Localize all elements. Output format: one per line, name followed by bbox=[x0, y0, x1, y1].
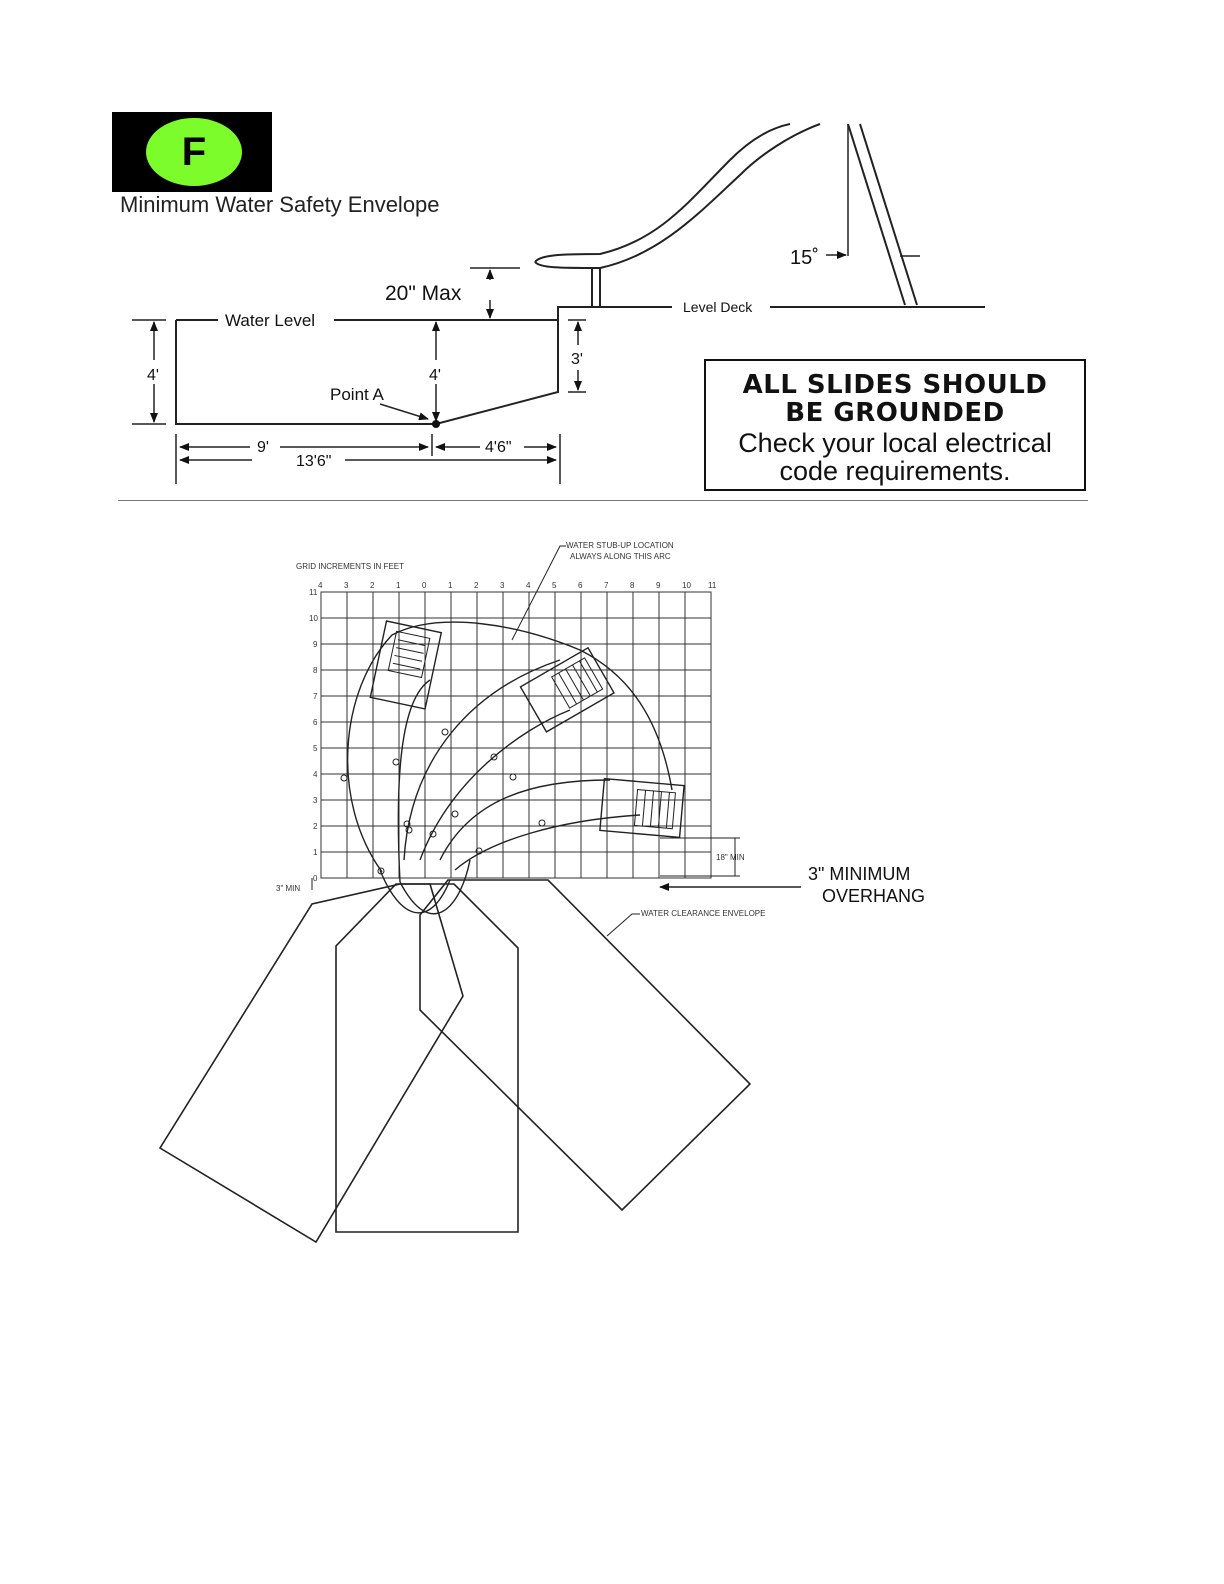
envelope-right bbox=[420, 880, 750, 1210]
envelope-left bbox=[160, 884, 463, 1242]
grid-left-tick: 9 bbox=[313, 640, 318, 649]
min-3-label: 3" MIN bbox=[276, 884, 301, 893]
plan-drawing bbox=[160, 546, 801, 1242]
grid-left-tick: 7 bbox=[313, 692, 318, 701]
grid-top-tick: 5 bbox=[552, 581, 557, 590]
dim-4-6-label: 4'6" bbox=[485, 439, 512, 456]
level-deck-label: Level Deck bbox=[683, 299, 753, 315]
dim-13-6-label: 13'6" bbox=[296, 453, 332, 470]
slide-chute-bottom bbox=[535, 124, 820, 268]
grid-left-tick: 6 bbox=[313, 718, 318, 727]
grid-left-tick: 3 bbox=[313, 796, 318, 805]
grid-top-tick: 10 bbox=[682, 581, 691, 590]
grid-top-tick: 1 bbox=[448, 581, 453, 590]
curve-5 bbox=[455, 815, 640, 870]
grid-top-tick: 6 bbox=[578, 581, 583, 590]
section-letter: F bbox=[146, 118, 242, 186]
warning-line-3: Check your local electrical bbox=[738, 428, 1052, 458]
depth-right-label: 3' bbox=[571, 351, 583, 368]
point-a-marker bbox=[432, 420, 440, 428]
stub-label-line2: ALWAYS ALONG THIS ARC bbox=[570, 552, 671, 561]
grid-top-tick: 11 bbox=[708, 581, 717, 590]
grid-top-tick: 3 bbox=[344, 581, 349, 590]
ladder-rail-1 bbox=[848, 124, 905, 305]
grid-top-tick: 7 bbox=[604, 581, 609, 590]
angle-label: 15˚ bbox=[790, 247, 819, 269]
grid-left-tick: 1 bbox=[313, 848, 318, 857]
grid-left-tick: 11 bbox=[309, 588, 318, 597]
stub-label-line1: WATER STUB-UP LOCATION bbox=[566, 541, 674, 550]
grid-top-tick: 0 bbox=[422, 581, 427, 590]
warning-line-4: code requirements. bbox=[779, 456, 1011, 486]
grid-left-tick: 0 bbox=[313, 874, 318, 883]
grid-top-tick: 3 bbox=[500, 581, 505, 590]
envelope-center bbox=[336, 884, 518, 1232]
curve-4 bbox=[440, 780, 610, 860]
page-title: Minimum Water Safety Envelope bbox=[120, 192, 440, 217]
grid-top-tick: 2 bbox=[370, 581, 375, 590]
overhang-label-line1: 3" MINIMUM bbox=[808, 864, 911, 884]
dim-9-label: 9' bbox=[257, 439, 269, 456]
grid-top-tick: 2 bbox=[474, 581, 479, 590]
min-18-label: 18" MIN bbox=[716, 853, 745, 862]
section-divider bbox=[118, 500, 1088, 501]
grid-title: GRID INCREMENTS IN FEET bbox=[296, 562, 405, 571]
grid-left-tick: 10 bbox=[309, 614, 318, 623]
overhang-label-line2: OVERHANG bbox=[822, 886, 926, 906]
slide-platform-2 bbox=[520, 648, 614, 732]
grid-top-tick: 4 bbox=[526, 581, 531, 590]
point-a-label: Point A bbox=[330, 385, 384, 404]
curve-2 bbox=[404, 660, 560, 860]
water-level-label: Water Level bbox=[225, 311, 316, 330]
grid-left-tick: 2 bbox=[313, 822, 318, 831]
max-label: 20" Max bbox=[385, 282, 462, 305]
ladder-rail-2 bbox=[860, 124, 917, 305]
grid-top-tick: 8 bbox=[630, 581, 635, 590]
grid-left-tick: 8 bbox=[313, 666, 318, 675]
grid-top-tick: 1 bbox=[396, 581, 401, 590]
grid-top-tick: 9 bbox=[656, 581, 661, 590]
grid-left-tick: 4 bbox=[313, 770, 318, 779]
grid-top-tick: 4 bbox=[318, 581, 323, 590]
envelope-label: WATER CLEARANCE ENVELOPE bbox=[641, 909, 766, 918]
depth-left-label: 4' bbox=[147, 367, 159, 384]
warning-line-2: BE GROUNDED bbox=[785, 398, 1005, 428]
grid-left-tick: 5 bbox=[313, 744, 318, 753]
stub-up-arc bbox=[348, 622, 672, 872]
depth-center-label: 4' bbox=[429, 367, 441, 384]
warning-line-1: ALL SLIDES SHOULD bbox=[742, 370, 1048, 400]
grounding-warning-box bbox=[704, 359, 1086, 491]
